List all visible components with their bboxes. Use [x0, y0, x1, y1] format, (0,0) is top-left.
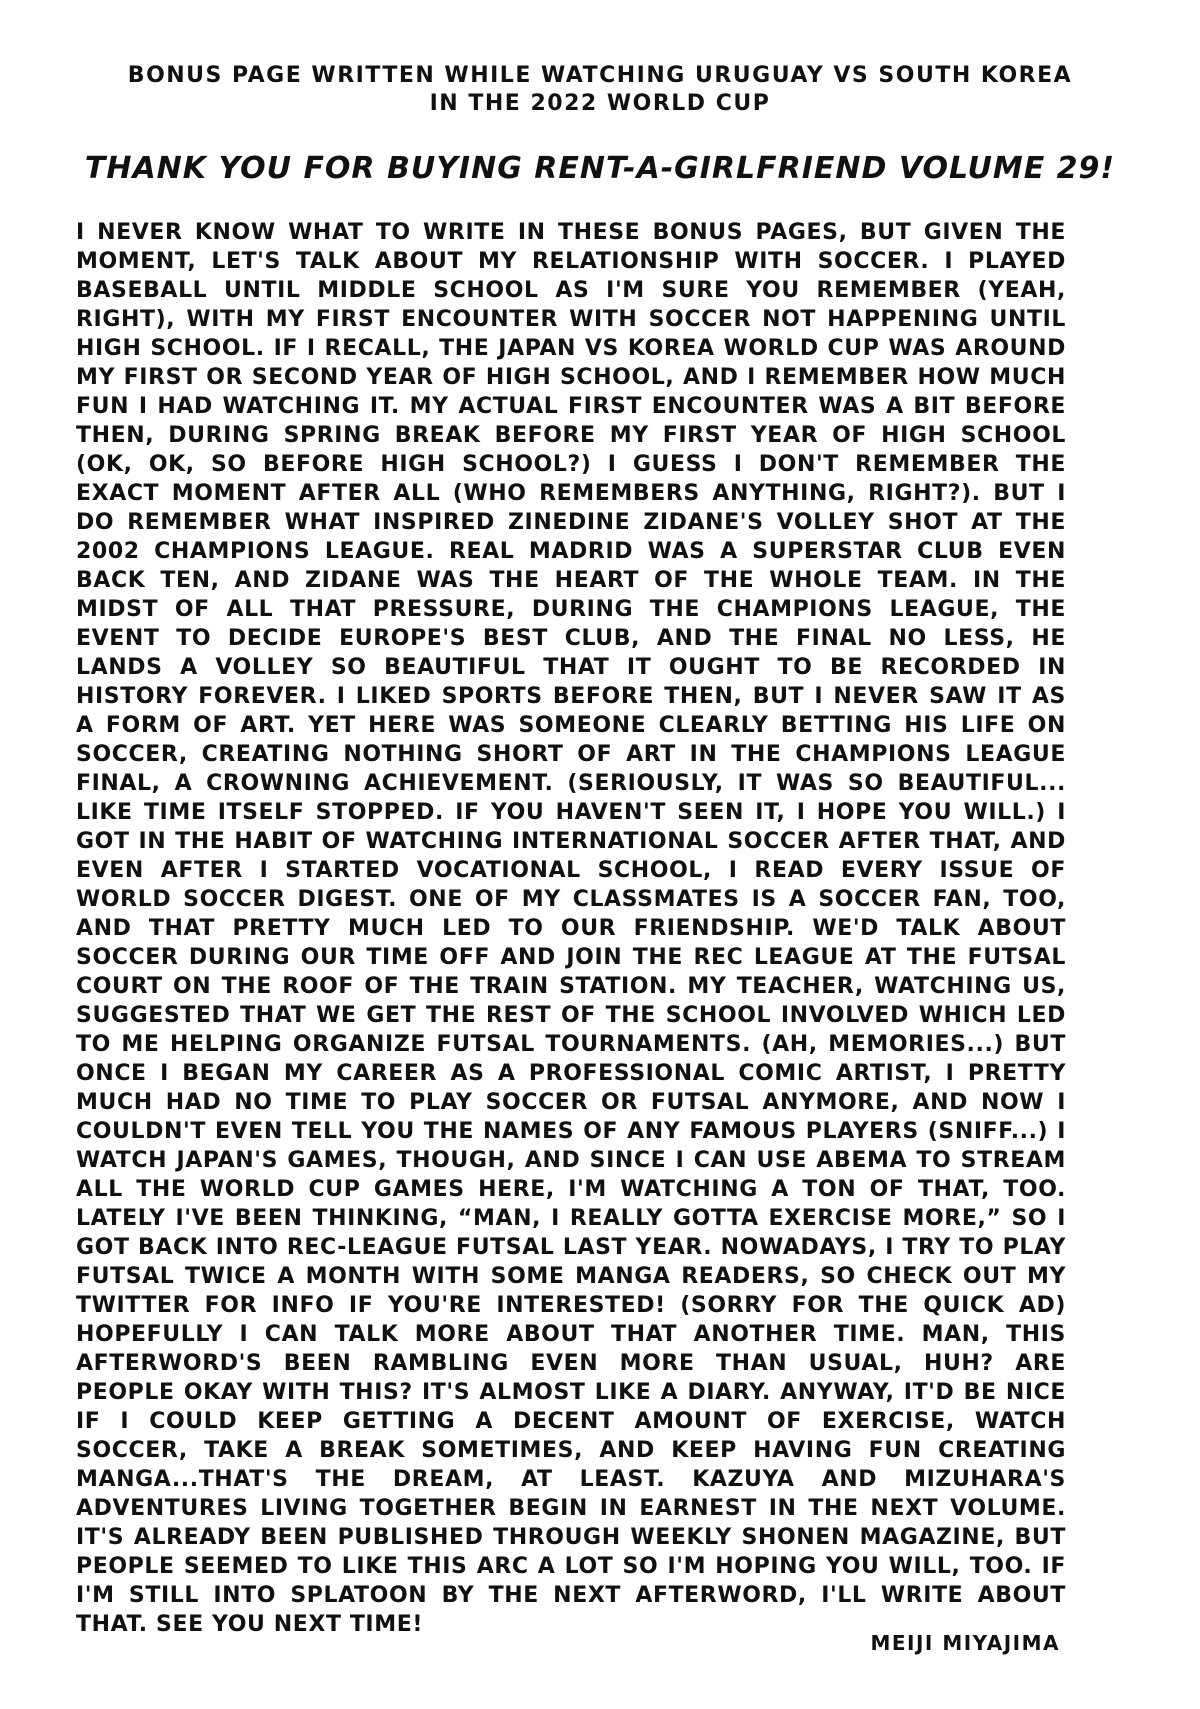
author-signature: MEIJI MIYAJIMA: [870, 1631, 1060, 1655]
page-header: [100, 62, 1100, 118]
header-line-1: BONUS PAGE WRITTEN WHILE WATCHING URUGUAY VS SOUTH KOREA: [127, 63, 1073, 88]
afterword-body: I NEVER KNOW WHAT TO WRITE IN THESE BONUS PAGES, BUT GIVEN THE MOMENT, LET'S TALK ABOUT MY RELATIONSHIP WITH SOCCER. I PLAYED BASEBALL UNTIL MIDDLE SCHOOL AS I'M SURE YOU REMEMBER (YEAH, RIGHT), WITH MY FIRST ENCOUNTER WITH SOCCER NOT HAPPENING UNTIL HIGH SCHOOL. IF I RECALL, THE JAPAN VS KOREA WORLD CUP WAS AROUND MY FIRST OR SECOND YEAR OF HIGH SCHOOL, AND I REMEMBER HOW MUCH FUN I HAD WATCHING IT. MY ACTUAL FIRST ENCOUNTER WAS A BIT BEFORE THEN, DURING SPRING BREAK BEFORE MY FIRST YEAR OF HIGH SCHOOL (OK, OK, SO BEFORE HIGH SCHOOL?) I GUESS I DON'T REMEMBER THE EXACT MOMENT AFTER ALL (WHO REMEMBERS ANYTHING, RIGHT?). BUT I DO REMEMBER WHAT INSPIRED ZINEDINE ZIDANE'S VOLLEY SHOT AT THE 2002 CHAMPIONS LEAGUE. REAL MADRID WAS A SUPERSTAR CLUB EVEN BACK TEN, AND ZIDANE WAS THE HEART OF THE WHOLE TEAM. IN THE MIDST OF ALL THAT PRESSURE, DURING THE CHAMPIONS LEAGUE, THE EVENT TO DECIDE EUROPE'S BEST CLUB, AND THE FINAL NO LESS, HE LANDS A VOLLEY SO BEAUTIFUL THAT IT OUGHT TO BE RECORDED IN HISTORY FOREVER. I LIKED SPORTS BEFORE THEN, BUT I NEVER SAW IT AS A FORM OF ART. YET HERE WAS SOMEONE CLEARLY BETTING HIS LIFE ON SOCCER, CREATING NOTHING SHORT OF ART IN THE CHAMPIONS LEAGUE FINAL, A CROWNING ACHIEVEMENT. (SERIOUSLY, IT WAS SO BEAUTIFUL... LIKE TIME ITSELF STOPPED. IF YOU HAVEN'T SEEN IT, I HOPE YOU WILL.) I GOT IN THE HABIT OF WATCHING INTERNATIONAL SOCCER AFTER THAT, AND EVEN AFTER I STARTED VOCATIONAL SCHOOL, I READ EVERY ISSUE OF WORLD SOCCER DIGEST. ONE OF MY CLASSMATES IS A SOCCER FAN, TOO, AND THAT PRETTY MUCH LED TO OUR FRIENDSHIP. WE'D TALK ABOUT SOCCER DURING OUR TIME OFF AND JOIN THE REC LEAGUE AT THE FUTSAL COURT ON THE ROOF OF THE TRAIN STATION. MY TEACHER, WATCHING US, SUGGESTED THAT WE GET THE REST OF THE SCHOOL INVOLVED WHICH LED TO ME HELPING ORGANIZE FUTSAL TOURNAMENTS. (AH, MEMORIES...) BUT ONCE I BEGAN MY CAREER AS A PROFESSIONAL COMIC ARTIST, I PRETTY MUCH HAD NO TIME TO PLAY SOCCER OR FUTSAL ANYMORE, AND NOW I COULDN'T EVEN TELL YOU THE NAMES OF ANY FAMOUS PLAYERS (SNIFF...) I WATCH JAPAN'S GAMES, THOUGH, AND SINCE I CAN USE ABEMA TO STREAM ALL THE WORLD CUP GAMES HERE, I'M WATCHING A TON OF THAT, TOO. LATELY I'VE BEEN THINKING, “MAN, I REALLY GOTTA EXERCISE MORE,” SO I GOT BACK INTO REC-LEAGUE FUTSAL LAST YEAR. NOWADAYS, I TRY TO PLAY FUTSAL TWICE A MONTH WITH SOME MANGA READERS, SO CHECK OUT MY TWITTER FOR INFO IF YOU'RE INTERESTED! (SORRY FOR THE QUICK AD) HOPEFULLY I CAN TALK MORE ABOUT THAT ANOTHER TIME. MAN, THIS AFTERWORD'S BEEN RAMBLING EVEN MORE THAN USUAL, HUH? ARE PEOPLE OKAY WITH THIS? IT'S ALMOST LIKE A DIARY. ANYWAY, IT'D BE NICE IF I COULD KEEP GETTING A DECENT AMOUNT OF EXERCISE, WATCH SOCCER, TAKE A BREAK SOMETIMES, AND KEEP HAVING FUN CREATING MANGA...THAT'S THE DREAM, AT LEAST. KAZUYA AND MIZUHARA'S ADVENTURES LIVING TOGETHER BEGIN IN EARNEST IN THE NEXT VOLUME. IT'S ALREADY BEEN PUBLISHED THROUGH WEEKLY SHONEN MAGAZINE, BUT PEOPLE SEEMED TO LIKE THIS ARC A LOT SO I'M HOPING YOU WILL, TOO. IF I'M STILL INTO SPLATOON BY THE NEXT AFTERWORD, I'LL WRITE ABOUT THAT. SEE YOU NEXT TIME!: [76, 220, 1066, 1637]
header-line-2: IN THE 2022 WORLD CUP: [429, 91, 771, 116]
page-title: THANK YOU FOR BUYING RENT-A-GIRLFRIEND VOLUME 29!: [84, 151, 1116, 186]
